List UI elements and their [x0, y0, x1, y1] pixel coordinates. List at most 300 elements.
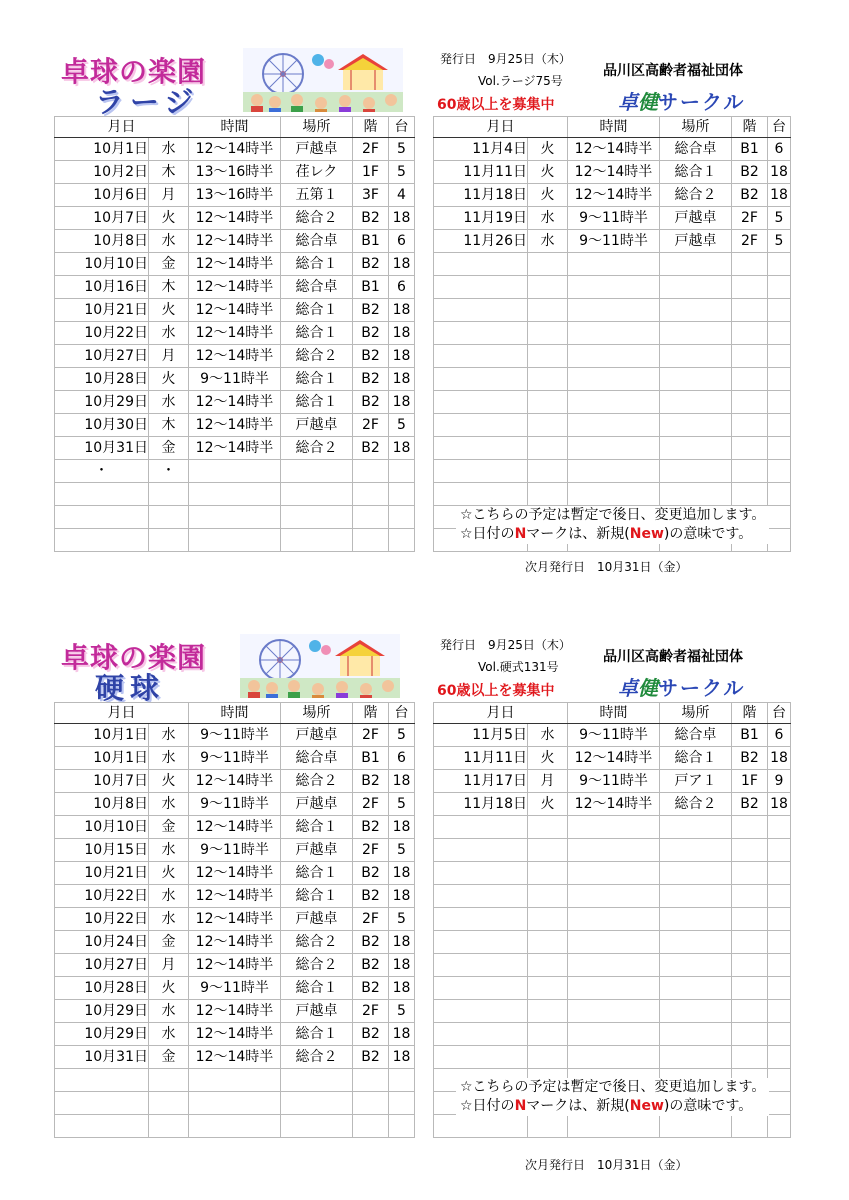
table-row: [434, 770, 791, 793]
place-cell: [660, 322, 732, 345]
place-cell: [281, 1115, 353, 1138]
table-row: [434, 391, 791, 414]
place-cell: 総合卓: [281, 276, 353, 299]
note-provisional: ☆こちらの予定は暫定で後日、変更追加します。: [460, 507, 766, 523]
tables-cell: 5: [389, 161, 415, 184]
weekday-cell: [528, 1023, 568, 1046]
floor-cell: B2: [732, 793, 768, 816]
circle-name-part3: サークル: [658, 90, 746, 114]
header-time: 時間: [189, 703, 281, 724]
place-cell: [281, 506, 353, 529]
floor-cell: [353, 1069, 389, 1092]
date-cell: [434, 368, 528, 391]
date-cell: 10月1日: [55, 138, 149, 161]
place-cell: 戸越卓: [281, 138, 353, 161]
tables-cell: 18: [389, 1023, 415, 1046]
table-header-row: [55, 117, 415, 138]
table-row: [434, 345, 791, 368]
floor-cell: B1: [353, 230, 389, 253]
tables-cell: 5: [389, 138, 415, 161]
place-cell: 戸越卓: [281, 908, 353, 931]
weekday-cell: 水: [528, 724, 568, 747]
place-cell: 荏レク: [281, 161, 353, 184]
table-row: [55, 747, 415, 770]
tables-cell: 18: [389, 253, 415, 276]
organization-name: 品川区高齢者福祉団体: [603, 63, 743, 79]
logo-title: 卓球の楽園: [61, 55, 207, 88]
time-cell: [568, 1046, 660, 1069]
time-cell: 12～14時半: [189, 138, 281, 161]
table-row: [55, 506, 415, 529]
floor-cell: 3F: [353, 184, 389, 207]
weekday-cell: [528, 299, 568, 322]
tables-cell: [768, 885, 791, 908]
date-cell: 11月11日: [434, 161, 528, 184]
table-row: [434, 207, 791, 230]
place-cell: 戸越卓: [281, 414, 353, 437]
date-cell: 10月29日: [55, 1000, 149, 1023]
floor-cell: [353, 1115, 389, 1138]
header-tables: 台: [768, 117, 791, 138]
floor-cell: [732, 1115, 768, 1138]
floor-cell: [732, 483, 768, 506]
time-cell: 12～14時半: [189, 414, 281, 437]
weekday-cell: 火: [528, 138, 568, 161]
weekday-cell: [528, 816, 568, 839]
time-cell: [568, 253, 660, 276]
date-cell: 10月10日: [55, 816, 149, 839]
tables-cell: 6: [389, 276, 415, 299]
note-new-mark: [460, 1097, 765, 1116]
tables-cell: [768, 1023, 791, 1046]
logo-hard-ball: [55, 636, 230, 705]
floor-cell: B2: [353, 977, 389, 1000]
weekday-cell: 水: [149, 747, 189, 770]
place-cell: 総合１: [281, 322, 353, 345]
floor-cell: [353, 1092, 389, 1115]
place-cell: [281, 483, 353, 506]
weekday-cell: [528, 1046, 568, 1069]
weekday-cell: 木: [149, 276, 189, 299]
table-row: [55, 414, 415, 437]
header-time: 時間: [568, 117, 660, 138]
tables-cell: [389, 1115, 415, 1138]
weekday-cell: 水: [149, 138, 189, 161]
tables-cell: 6: [389, 230, 415, 253]
date-cell: [55, 506, 149, 529]
table-row: [434, 253, 791, 276]
time-cell: 9～11時半: [568, 724, 660, 747]
floor-cell: B1: [353, 276, 389, 299]
floor-cell: B2: [353, 931, 389, 954]
time-cell: 12～14時半: [568, 793, 660, 816]
place-cell: [660, 483, 732, 506]
tables-cell: [768, 460, 791, 483]
table-row: [434, 839, 791, 862]
floor-cell: B2: [353, 207, 389, 230]
date-cell: 10月29日: [55, 1023, 149, 1046]
date-cell: 11月19日: [434, 207, 528, 230]
tables-cell: [768, 391, 791, 414]
table-row: [55, 770, 415, 793]
new-word: New: [629, 526, 664, 542]
note-provisional: ☆こちらの予定は暫定で後日、変更追加します。: [460, 1079, 766, 1095]
place-cell: 総合２: [660, 793, 732, 816]
weekday-cell: [528, 437, 568, 460]
tables-cell: [389, 483, 415, 506]
floor-cell: [732, 816, 768, 839]
header-floor: 階: [353, 703, 389, 724]
floor-cell: B1: [732, 138, 768, 161]
date-cell: [434, 299, 528, 322]
table-row: [55, 253, 415, 276]
floor-cell: [732, 1000, 768, 1023]
weekday-cell: 火: [149, 770, 189, 793]
date-cell: 10月22日: [55, 908, 149, 931]
date-cell: [434, 1046, 528, 1069]
date-cell: [434, 1000, 528, 1023]
weekday-cell: 水: [149, 322, 189, 345]
weekday-cell: 金: [149, 931, 189, 954]
tables-cell: 18: [389, 1046, 415, 1069]
date-cell: [434, 391, 528, 414]
floor-cell: [732, 908, 768, 931]
weekday-cell: 水: [149, 839, 189, 862]
tables-cell: [768, 483, 791, 506]
note-new-mark-text-2: マークは、新規(: [526, 1098, 630, 1114]
tables-cell: [389, 1069, 415, 1092]
time-cell: 12～14時半: [189, 230, 281, 253]
tables-cell: 6: [768, 138, 791, 161]
floor-cell: [732, 345, 768, 368]
table-header-row: [434, 117, 791, 138]
floor-cell: [732, 322, 768, 345]
time-cell: [568, 322, 660, 345]
tables-cell: 18: [389, 322, 415, 345]
table-row: [434, 483, 791, 506]
weekday-cell: [528, 885, 568, 908]
time-cell: [568, 414, 660, 437]
table-row: [434, 138, 791, 161]
header-floor: 階: [353, 117, 389, 138]
tables-cell: 18: [389, 862, 415, 885]
place-cell: [660, 839, 732, 862]
date-cell: [434, 1115, 528, 1138]
table-row: [55, 529, 415, 552]
header-tables: 台: [389, 117, 415, 138]
date-cell: [434, 345, 528, 368]
table-row: [434, 816, 791, 839]
weekday-cell: [149, 1069, 189, 1092]
time-cell: [568, 839, 660, 862]
tables-cell: [768, 1092, 791, 1115]
floor-cell: 2F: [353, 839, 389, 862]
weekday-cell: [149, 529, 189, 552]
weekday-cell: 月: [149, 954, 189, 977]
tables-cell: 9: [768, 770, 791, 793]
october-schedule-table: [54, 702, 415, 1138]
time-cell: 9～11時半: [189, 977, 281, 1000]
time-cell: [189, 506, 281, 529]
date-cell: 10月15日: [55, 839, 149, 862]
place-cell: [660, 908, 732, 931]
floor-cell: B2: [353, 1023, 389, 1046]
floor-cell: B2: [353, 253, 389, 276]
table-row: [434, 1046, 791, 1069]
weekday-cell: 水: [149, 1023, 189, 1046]
place-cell: [660, 391, 732, 414]
header-date: 月日: [55, 117, 189, 138]
place-cell: [281, 1092, 353, 1115]
table-row: [55, 793, 415, 816]
time-cell: [568, 954, 660, 977]
tables-cell: [768, 276, 791, 299]
table-row: [55, 368, 415, 391]
table-row: [434, 161, 791, 184]
table-row: [55, 862, 415, 885]
weekday-cell: 火: [528, 747, 568, 770]
table-row: [434, 414, 791, 437]
date-cell: [434, 954, 528, 977]
next-issue-date: 次月発行日 10月31日（金）: [525, 560, 688, 574]
date-cell: 10月16日: [55, 276, 149, 299]
place-cell: [281, 460, 353, 483]
time-cell: [568, 908, 660, 931]
date-cell: [55, 1092, 149, 1115]
time-cell: 12～14時半: [568, 138, 660, 161]
header-date: 月日: [434, 117, 568, 138]
time-cell: [189, 1115, 281, 1138]
date-cell: 11月4日: [434, 138, 528, 161]
floor-cell: B2: [353, 1046, 389, 1069]
time-cell: 12～14時半: [189, 253, 281, 276]
header-place: 場所: [660, 703, 732, 724]
floor-cell: [732, 253, 768, 276]
tables-cell: 5: [768, 207, 791, 230]
tables-cell: [768, 816, 791, 839]
place-cell: 総合２: [281, 931, 353, 954]
time-cell: 12～14時半: [189, 862, 281, 885]
weekday-cell: 火: [528, 184, 568, 207]
time-cell: 9～11時半: [189, 839, 281, 862]
table-row: [55, 276, 415, 299]
date-cell: [434, 931, 528, 954]
table-row: [434, 276, 791, 299]
date-cell: [434, 414, 528, 437]
time-cell: [568, 345, 660, 368]
floor-cell: B2: [353, 299, 389, 322]
floor-cell: 2F: [353, 793, 389, 816]
table-row: [55, 161, 415, 184]
weekday-cell: [528, 977, 568, 1000]
floor-cell: [732, 460, 768, 483]
weekday-cell: 木: [149, 414, 189, 437]
floor-cell: B2: [353, 368, 389, 391]
weekday-cell: 火: [528, 161, 568, 184]
place-cell: [660, 437, 732, 460]
header-floor: 階: [732, 117, 768, 138]
note-new-mark: [460, 525, 765, 544]
tables-cell: 5: [389, 1000, 415, 1023]
header-date: 月日: [55, 703, 189, 724]
weekday-cell: 水: [149, 908, 189, 931]
header-place: 場所: [660, 117, 732, 138]
circle-name: [618, 672, 745, 701]
table-row: [55, 724, 415, 747]
weekday-cell: [149, 1092, 189, 1115]
floor-cell: B2: [732, 161, 768, 184]
date-cell: [434, 460, 528, 483]
time-cell: [568, 977, 660, 1000]
floor-cell: 2F: [353, 1000, 389, 1023]
tables-cell: [389, 1092, 415, 1115]
date-cell: 10月28日: [55, 977, 149, 1000]
time-cell: 12～14時半: [189, 1046, 281, 1069]
time-cell: 12～14時半: [189, 816, 281, 839]
table-row: [55, 885, 415, 908]
time-cell: 12～14時半: [189, 276, 281, 299]
floor-cell: [732, 885, 768, 908]
weekday-cell: 火: [528, 793, 568, 816]
date-cell: 11月18日: [434, 184, 528, 207]
place-cell: [660, 816, 732, 839]
time-cell: [568, 1115, 660, 1138]
floor-cell: [732, 931, 768, 954]
date-cell: 10月21日: [55, 862, 149, 885]
weekday-cell: [528, 483, 568, 506]
place-cell: 総合１: [281, 816, 353, 839]
place-cell: [660, 1046, 732, 1069]
n-mark: N: [514, 1098, 527, 1114]
date-cell: 10月7日: [55, 207, 149, 230]
tables-cell: [768, 253, 791, 276]
place-cell: [660, 954, 732, 977]
table-row: [434, 299, 791, 322]
time-cell: 9～11時半: [189, 368, 281, 391]
table-row: [55, 207, 415, 230]
place-cell: [660, 1115, 732, 1138]
date-cell: 10月22日: [55, 322, 149, 345]
place-cell: 総合２: [660, 184, 732, 207]
date-cell: [434, 253, 528, 276]
place-cell: [660, 345, 732, 368]
tables-cell: 18: [768, 184, 791, 207]
tables-cell: [389, 506, 415, 529]
date-cell: 10月1日: [55, 747, 149, 770]
floor-cell: 2F: [732, 230, 768, 253]
date-cell: 11月11日: [434, 747, 528, 770]
date-cell: 10月10日: [55, 253, 149, 276]
n-mark: N: [514, 526, 527, 542]
floor-cell: B2: [353, 322, 389, 345]
november-schedule-table: [433, 702, 791, 1138]
floor-cell: [732, 862, 768, 885]
floor-cell: 2F: [353, 724, 389, 747]
date-cell: 11月26日: [434, 230, 528, 253]
table-header-row: [434, 703, 791, 724]
table-row: [434, 862, 791, 885]
tables-cell: [389, 460, 415, 483]
table-row: [434, 437, 791, 460]
date-cell: 10月31日: [55, 1046, 149, 1069]
table-row: [55, 1046, 415, 1069]
table-row: [434, 724, 791, 747]
time-cell: [568, 862, 660, 885]
table-row: [434, 184, 791, 207]
table-row: [55, 954, 415, 977]
table-row: [55, 1069, 415, 1092]
time-cell: 12～14時半: [189, 437, 281, 460]
floor-cell: [353, 506, 389, 529]
schedule-notes: [456, 1078, 769, 1116]
date-cell: 10月8日: [55, 230, 149, 253]
weekday-cell: [149, 483, 189, 506]
tables-cell: [768, 839, 791, 862]
header-place: 場所: [281, 703, 353, 724]
tables-cell: [768, 529, 791, 552]
logo-title: 卓球の楽園: [61, 641, 207, 674]
tables-cell: [768, 1069, 791, 1092]
time-cell: 12～14時半: [189, 322, 281, 345]
floor-cell: [353, 529, 389, 552]
weekday-cell: [528, 1000, 568, 1023]
circle-name-part1: 卓: [618, 90, 638, 114]
weekday-cell: 火: [149, 207, 189, 230]
weekday-cell: [528, 368, 568, 391]
tables-cell: [768, 1000, 791, 1023]
floor-cell: 2F: [732, 207, 768, 230]
floor-cell: B2: [732, 184, 768, 207]
date-cell: [434, 885, 528, 908]
weekday-cell: 火: [149, 977, 189, 1000]
floor-cell: [732, 1046, 768, 1069]
weekday-cell: 金: [149, 816, 189, 839]
table-row: [434, 1115, 791, 1138]
date-cell: [434, 437, 528, 460]
place-cell: 総合２: [281, 207, 353, 230]
place-cell: [660, 253, 732, 276]
date-cell: [434, 908, 528, 931]
place-cell: 総合１: [281, 1023, 353, 1046]
date-cell: ・: [55, 460, 149, 483]
time-cell: [189, 1092, 281, 1115]
time-cell: [189, 483, 281, 506]
tables-cell: 6: [389, 747, 415, 770]
weekday-cell: [149, 1115, 189, 1138]
place-cell: [660, 299, 732, 322]
date-cell: 11月17日: [434, 770, 528, 793]
table-row: [55, 184, 415, 207]
floor-cell: [732, 1023, 768, 1046]
weekday-cell: 金: [149, 253, 189, 276]
place-cell: [660, 368, 732, 391]
floor-cell: B2: [353, 885, 389, 908]
table-row: [55, 391, 415, 414]
table-row: [434, 322, 791, 345]
time-cell: 9～11時半: [189, 793, 281, 816]
tables-cell: 5: [389, 839, 415, 862]
date-cell: 10月1日: [55, 724, 149, 747]
amusement-park-illustration: [243, 48, 403, 112]
place-cell: 総合卓: [660, 724, 732, 747]
table-row: [55, 1092, 415, 1115]
logo-large-ball: [55, 50, 230, 119]
time-cell: [568, 299, 660, 322]
floor-cell: [353, 483, 389, 506]
time-cell: 9～11時半: [568, 207, 660, 230]
place-cell: [281, 1069, 353, 1092]
volume-number: Vol.硬式131号: [478, 660, 559, 674]
